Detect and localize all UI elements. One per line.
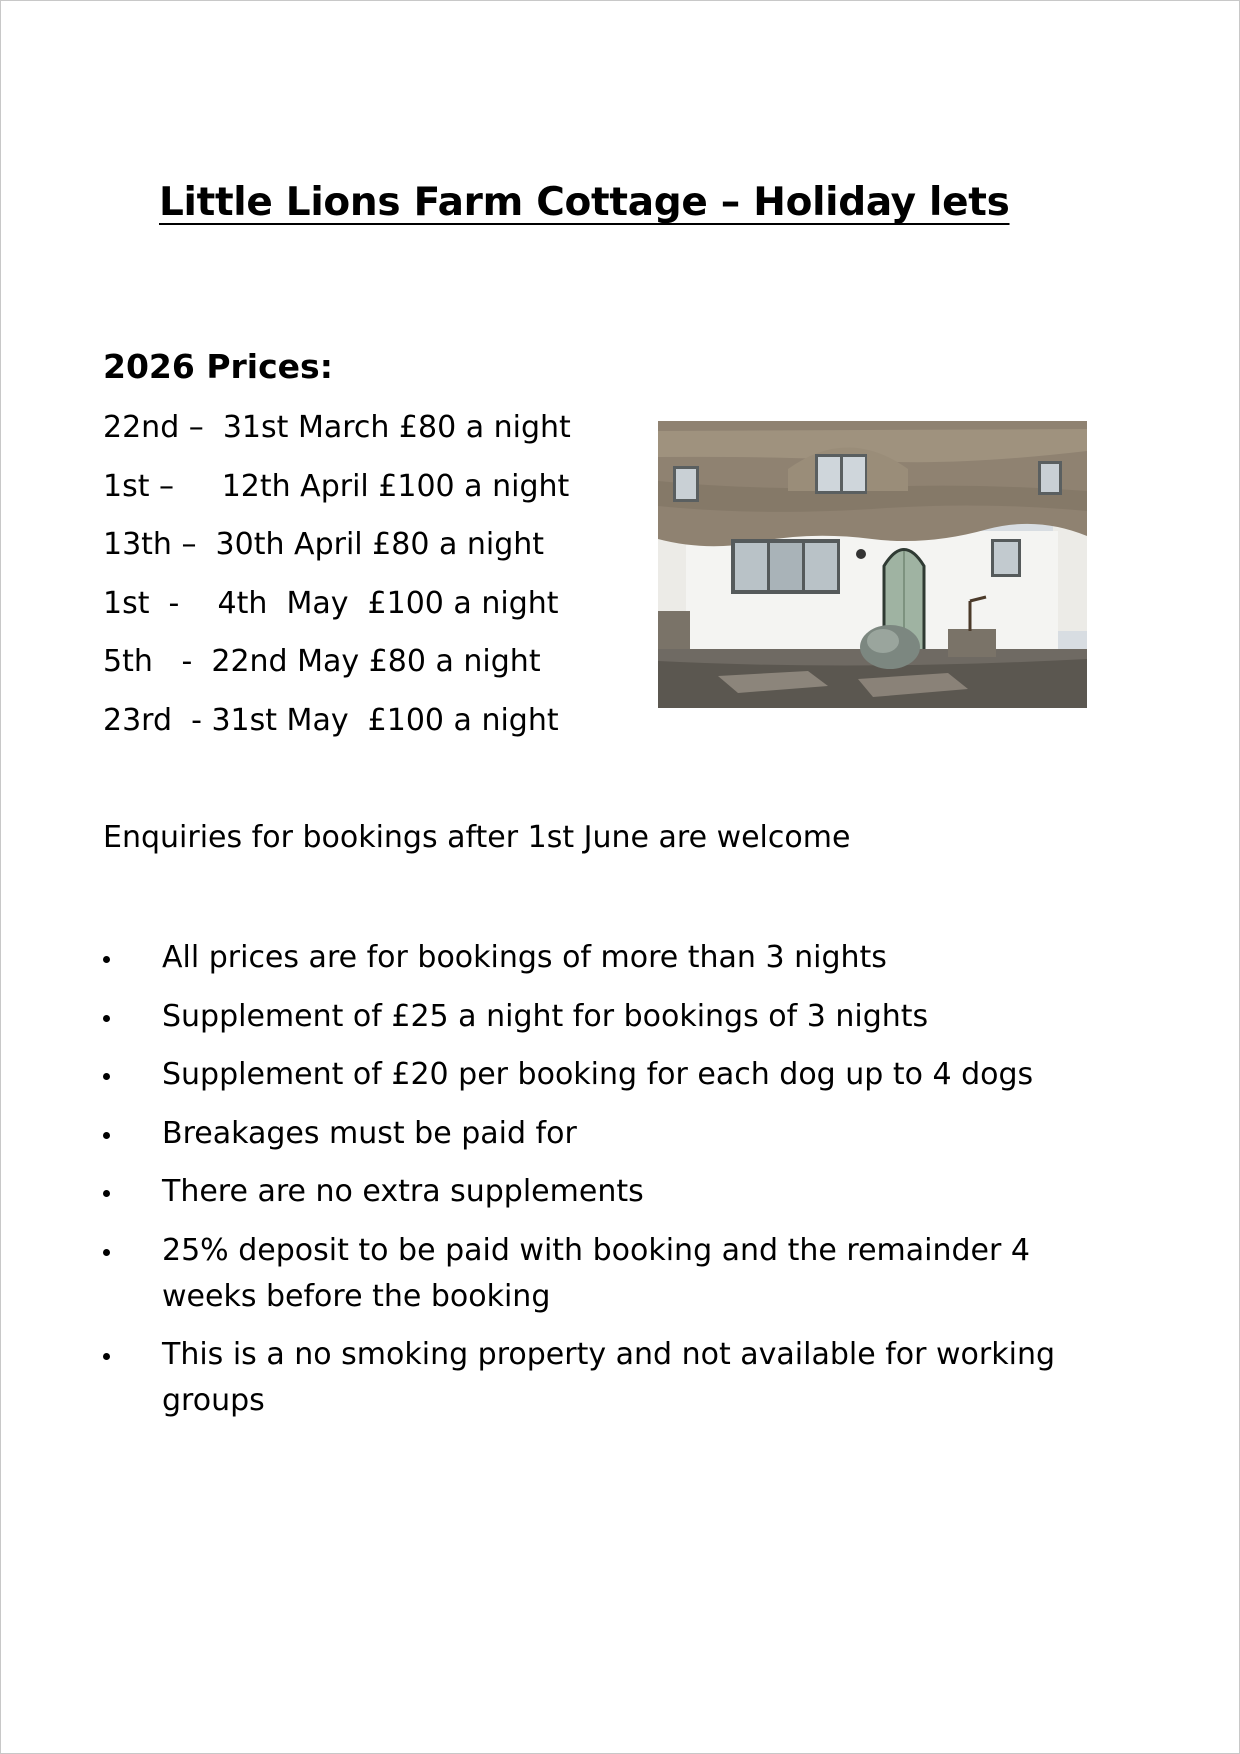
bullet-dot-icon — [103, 1353, 110, 1360]
condition-item — [103, 1052, 1133, 1098]
enquiries-note: Enquiries for bookings after 1st June are welcome — [103, 820, 851, 855]
price-item: 5th - 22nd May £80 a night — [103, 644, 541, 679]
bullet-dot-icon — [103, 1073, 110, 1080]
price-item: 1st – 12th April £100 a night — [103, 468, 570, 504]
prices-heading: 2026 Prices: — [103, 347, 333, 386]
document-title: Little Lions Farm Cottage – Holiday lets — [159, 180, 1010, 225]
bullet-dot-icon — [103, 1190, 110, 1197]
price-item: 23rd - 31st May £100 a night — [103, 702, 559, 738]
condition-text: 25% deposit to be paid with booking and the remainder 4 weeks before the booking — [162, 1232, 1030, 1314]
price-item: 13th – 30th April £80 a night — [103, 527, 545, 562]
bullet-dot-icon — [103, 1249, 110, 1256]
conditions-list — [103, 935, 1133, 1437]
cottage-photo — [658, 421, 1087, 708]
price-item: 1st - 4th May £100 a night — [103, 585, 559, 621]
condition-text: All prices are for bookings of more than 3 nights — [162, 940, 887, 975]
condition-item — [103, 1332, 1133, 1424]
condition-text: Supplement of £20 per booking for each dog up to 4 dogs — [162, 1057, 1034, 1092]
condition-text: There are no extra supplements — [162, 1174, 644, 1209]
condition-item — [103, 994, 1133, 1040]
condition-item — [103, 1169, 1133, 1215]
price-list — [103, 408, 571, 759]
condition-item — [103, 1228, 1133, 1320]
condition-text: Supplement of £25 a night for bookings of 3 nights — [162, 998, 929, 1034]
condition-text: This is a no smoking property and not available for working groups — [162, 1337, 1055, 1418]
bullet-dot-icon — [103, 956, 110, 963]
condition-item — [103, 1111, 1133, 1157]
price-item: 22nd – 31st March £80 a night — [103, 410, 571, 445]
condition-text: Breakages must be paid for — [162, 1115, 577, 1151]
bullet-dot-icon — [103, 1015, 110, 1022]
bullet-dot-icon — [103, 1132, 110, 1139]
condition-item — [103, 935, 1133, 981]
